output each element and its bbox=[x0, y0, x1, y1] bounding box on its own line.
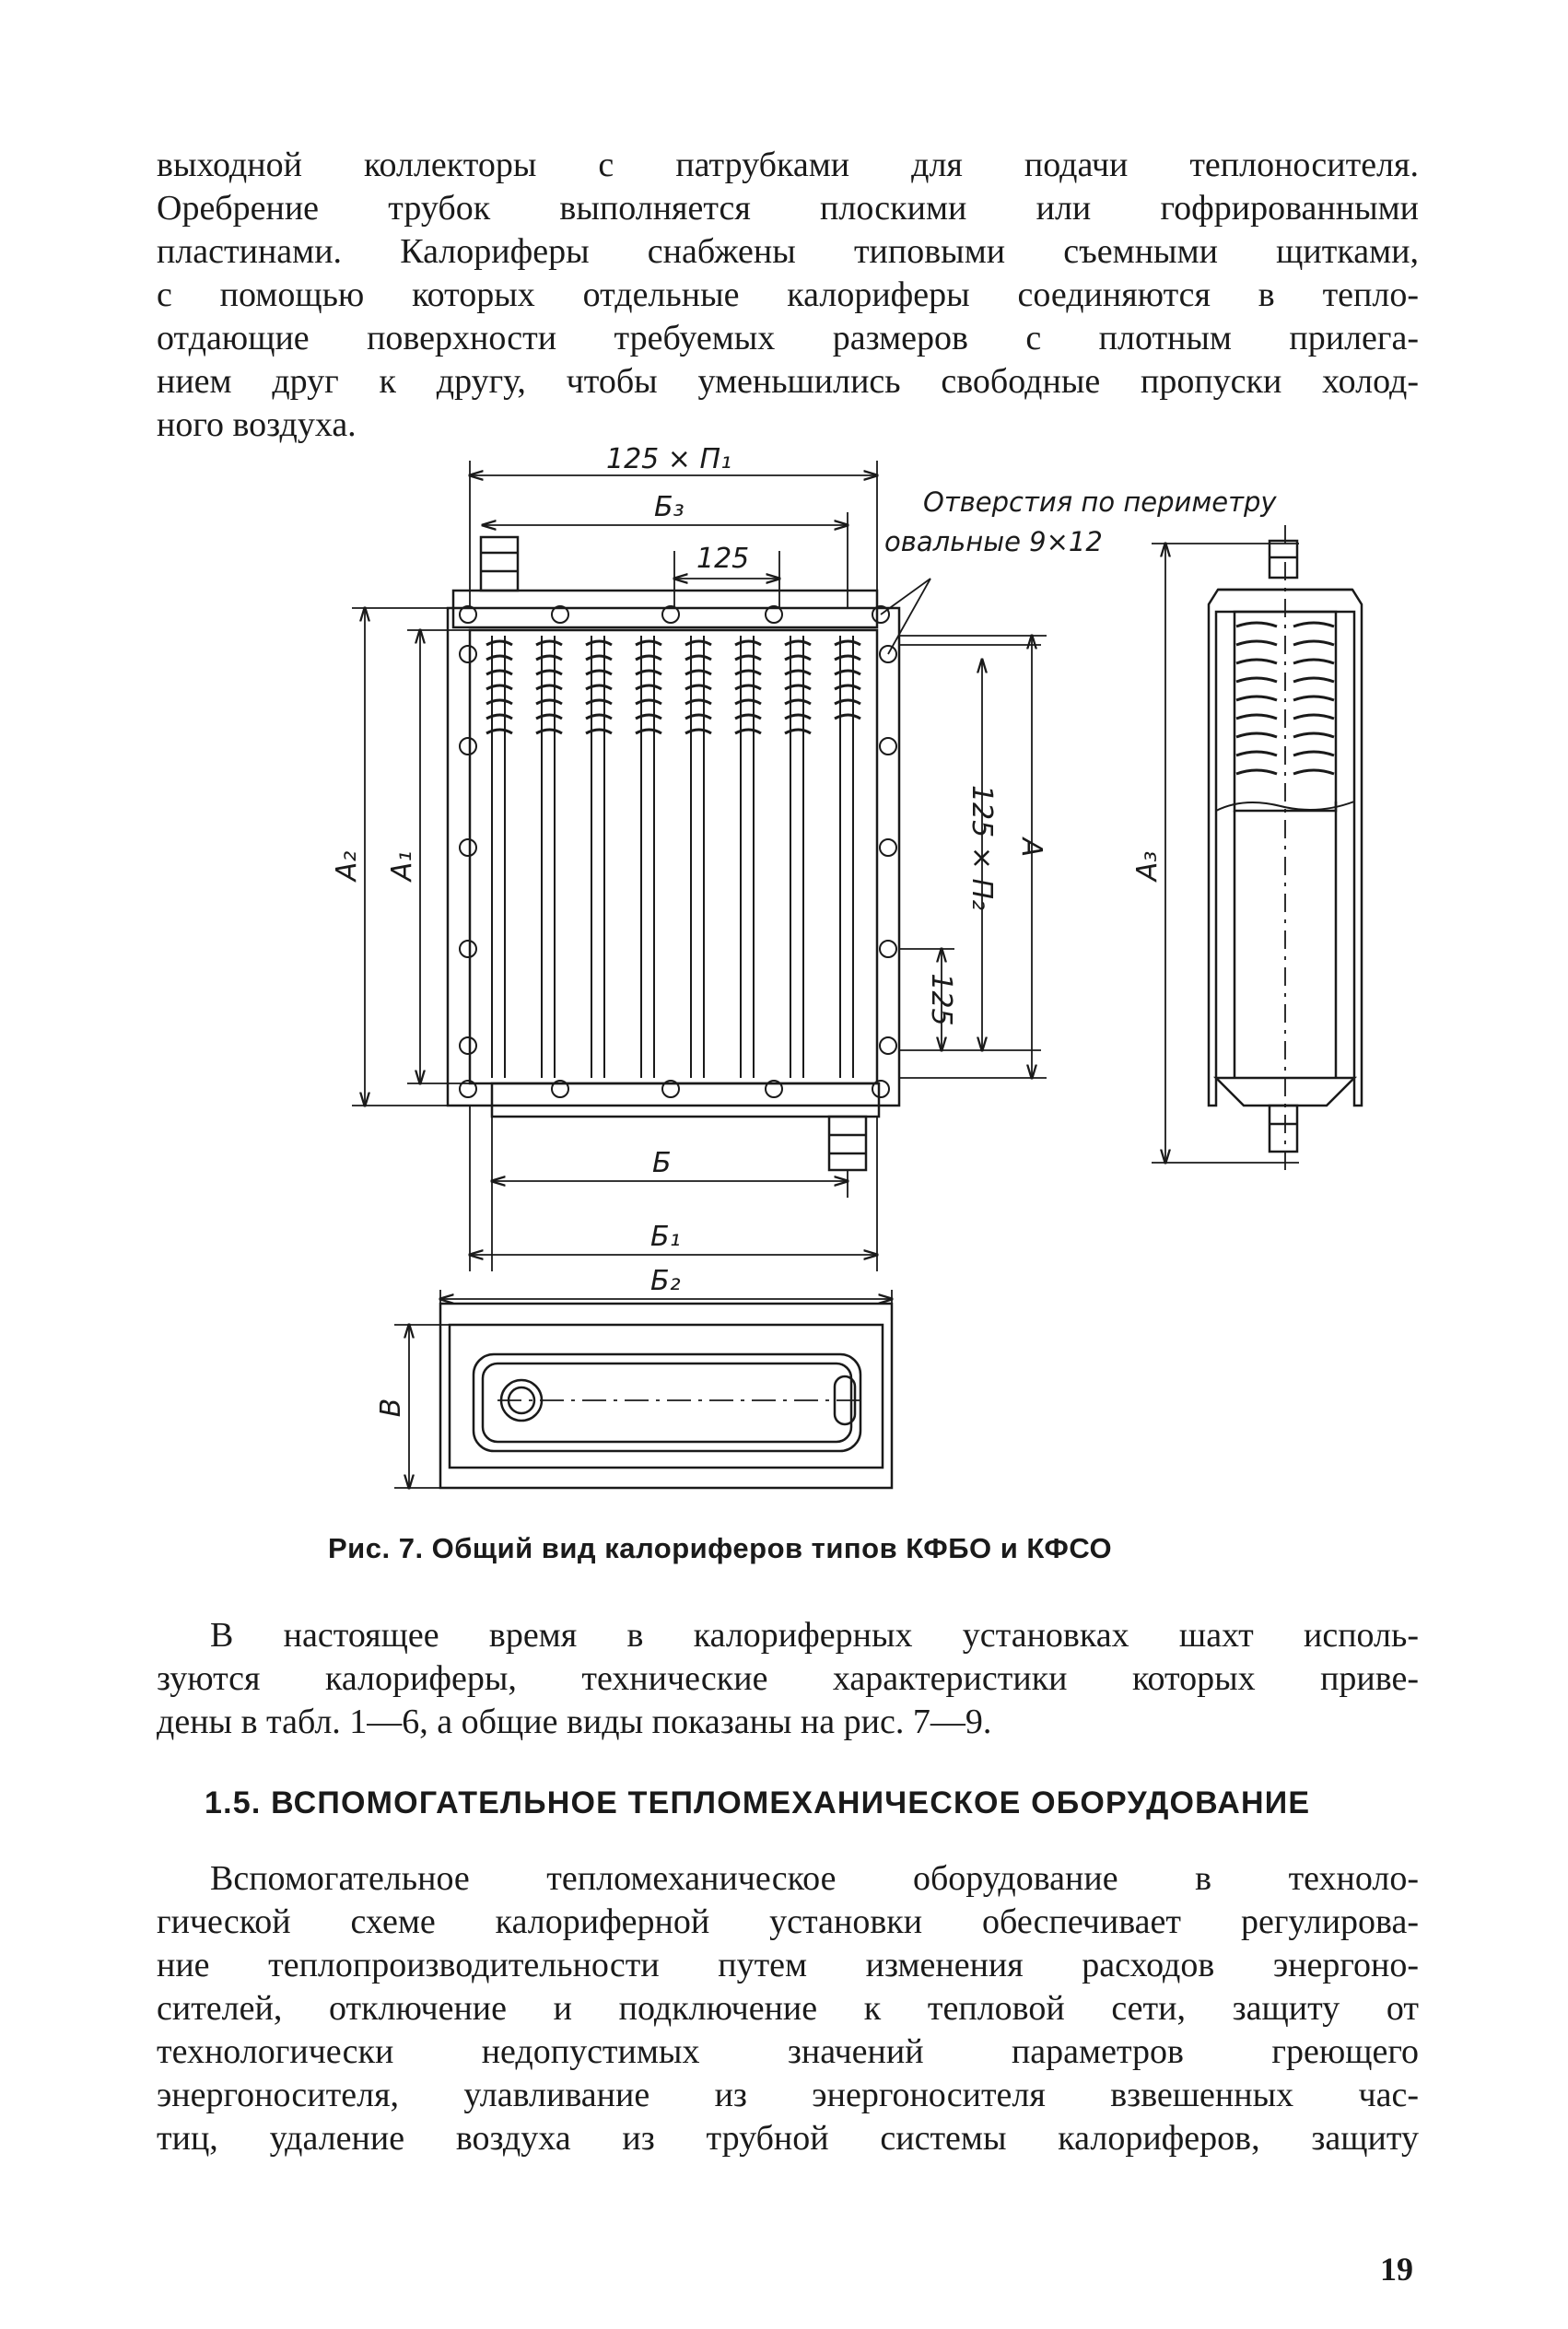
paragraph-1-line: с помощью которых отдельные калориферы соединяются в тепло- bbox=[157, 275, 1419, 314]
paragraph-3-line: сителей, отключение и подключение к тепловой сети, защиту от bbox=[157, 1989, 1419, 2028]
dim-top-label: 125 × П₁ bbox=[606, 443, 732, 475]
paragraph-3-line: тиц, удаление воздуха из трубной системы калориферов, защиту bbox=[157, 2119, 1419, 2158]
dim-a1-label: А₁ bbox=[386, 850, 418, 882]
paragraph-2 bbox=[157, 1614, 1419, 1744]
dim-125xn2-label: 125 × П₂ bbox=[965, 784, 998, 911]
paragraph-2-line: дены в табл. 1—6, а общие виды показаны на рис. 7—9. bbox=[157, 1703, 992, 1741]
paragraph-3-line: гической схеме калориферной установки обеспечивает регулирова- bbox=[157, 1902, 1419, 1941]
dim-b3-label: Б₃ bbox=[654, 491, 685, 523]
holes-note-line1: Отверстия по периметру bbox=[923, 486, 1277, 518]
paragraph-3-line: технологически недопустимых значений параметров греющего bbox=[157, 2032, 1419, 2071]
section-heading: 1.5. ВСПОМОГАТЕЛЬНОЕ ТЕПЛОМЕХАНИЧЕСКОЕ ОБОРУДОВАНИЕ bbox=[205, 1785, 1311, 1820]
bottom-view bbox=[394, 1290, 892, 1488]
paragraph-2-line: зуются калориферы, технические характеристики которых приве- bbox=[157, 1659, 1419, 1698]
dim-b2-label: Б₂ bbox=[650, 1265, 681, 1297]
holes-note-line2: овальные 9×12 bbox=[884, 526, 1103, 557]
dim-v-label: В bbox=[375, 1398, 407, 1418]
page-number: 19 bbox=[1380, 2251, 1413, 2288]
dim-a-label: А bbox=[1015, 837, 1047, 858]
paragraph-1-line: Оребрение трубок выполняется плоскими или гофрированными bbox=[157, 189, 1419, 228]
side-view bbox=[1152, 525, 1362, 1170]
flange-frame bbox=[448, 608, 899, 1106]
paragraph-1-line: выходной коллекторы с патрубками для подачи теплоносителя. bbox=[157, 146, 1419, 184]
figure-caption: Рис. 7. Общий вид калориферов типов КФБО и КФСО bbox=[328, 1532, 1113, 1564]
paragraph-3-line: энергоносителя, улавливание из энергоносителя взвешенных час- bbox=[157, 2076, 1419, 2114]
paragraph-3-line: Вспомогательное тепломеханическое оборудование в техноло- bbox=[210, 1859, 1419, 1898]
paragraph-3-line: ние теплопроизводительности путем изменения расходов энергоно- bbox=[157, 1946, 1419, 1984]
paragraph-3 bbox=[157, 1857, 1419, 2160]
inlet-pipe bbox=[481, 537, 518, 591]
paragraph-1-line: пластинами. Калориферы снабжены типовыми съемными щитками, bbox=[157, 232, 1419, 271]
paragraph-2-line: В настоящее время в калориферных установках шахт исполь- bbox=[210, 1616, 1419, 1655]
dim-125-top-label: 125 bbox=[696, 543, 750, 575]
dim-a3-label: А₃ bbox=[1131, 850, 1164, 882]
paragraph-1-line: ного воздуха. bbox=[157, 405, 357, 444]
dim-125-side-label: 125 bbox=[925, 973, 957, 1026]
dim-b-label: Б bbox=[652, 1147, 672, 1179]
dim-b1-label: Б₁ bbox=[650, 1221, 681, 1253]
bottom-collector bbox=[492, 1083, 879, 1117]
dim-a2-label: А₂ bbox=[331, 850, 363, 882]
outlet-pipe bbox=[829, 1117, 866, 1170]
paragraph-1-line: отдающие поверхности требуемых размеров с плотным прилега- bbox=[157, 319, 1419, 357]
paragraph-1-line: нием друг к другу, чтобы уменьшились свободные пропуски холод- bbox=[157, 362, 1419, 401]
